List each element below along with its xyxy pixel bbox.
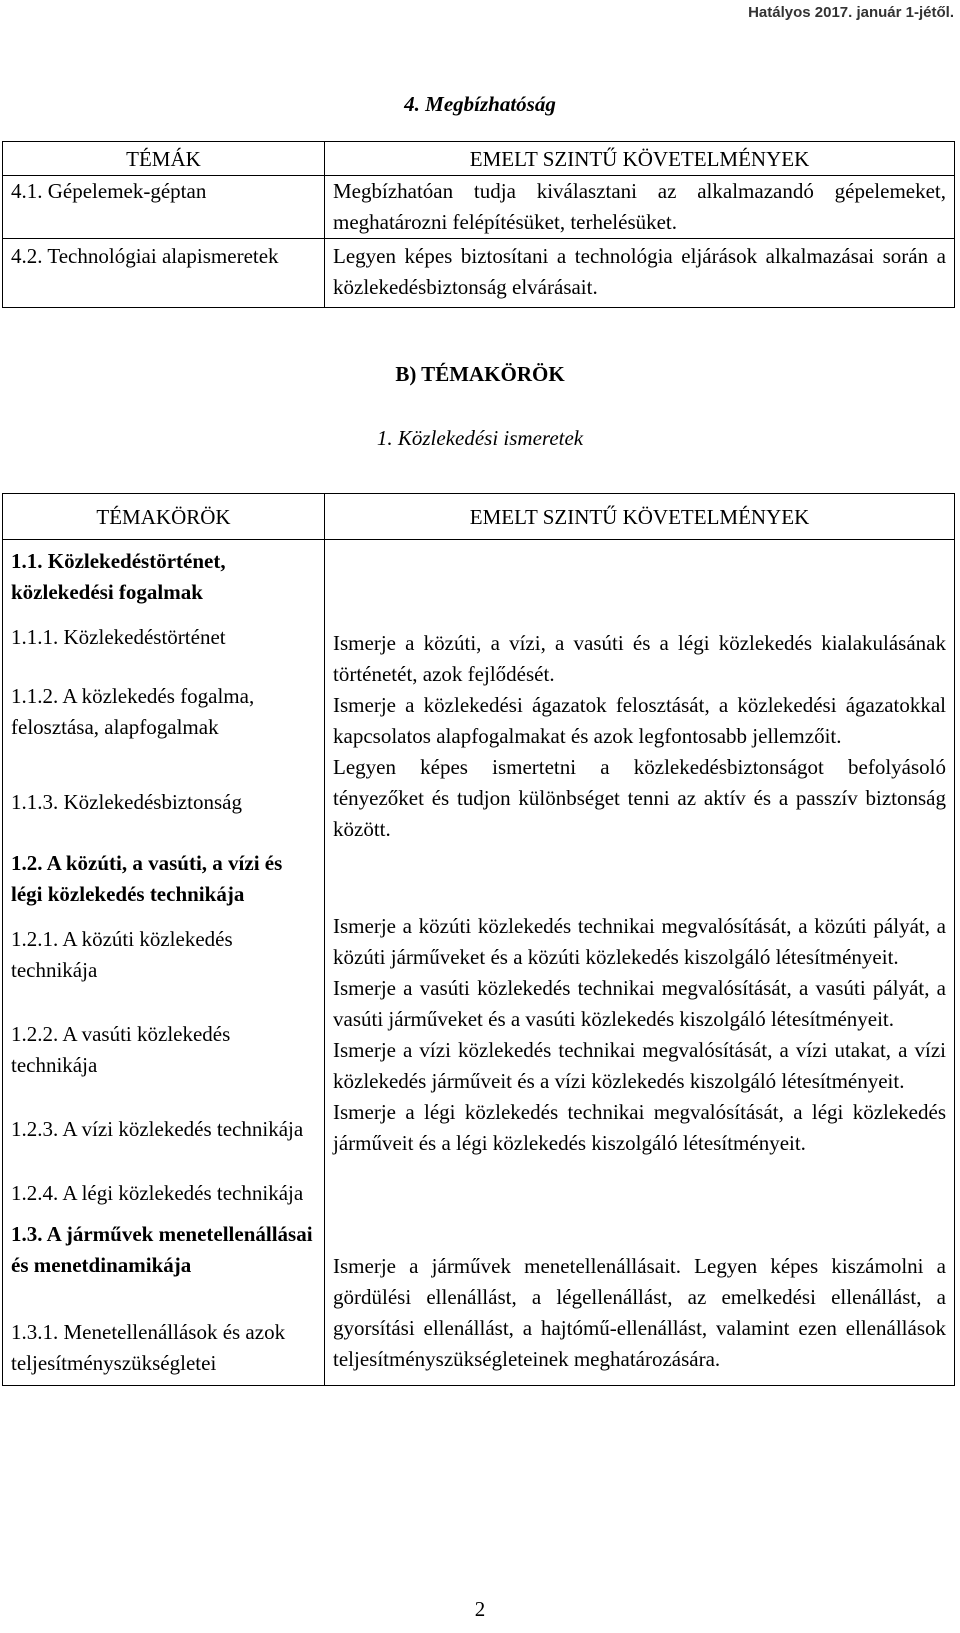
requirements-column (325, 540, 955, 1386)
requirement-1-1-2: Ismerje a közlekedési ágazatok felosztását, a közlekedési ágazatokkal kapcsolatos alapfogalmakat és azok legfontosabb jellemzőit. (333, 693, 946, 748)
topic-1-1-3: 1.1.3. Közlekedésbiztonság (11, 790, 242, 814)
header-note: Hatályos 2017. január 1-jétől. (748, 4, 954, 21)
topic-1-2-1: 1.2.1. A közúti közlekedés technikája (11, 927, 233, 982)
topic-4-1: 4.1. Gépelemek-géptan (11, 179, 207, 203)
requirement-1-2-3: Ismerje a vízi közlekedés technikai megvalósítását, a vízi utakat, a vízi közlekedés járműveit és a vízi közlekedés kiszolgáló létesítményeit. (333, 1038, 946, 1093)
section-4-title: 4. Megbízhatóság (404, 92, 556, 116)
topic-1-2-2: 1.2.2. A vasúti közlekedés technikája (11, 1022, 231, 1077)
header-cell-temakorok (3, 494, 325, 540)
section-1-title: 1. Közlekedési ismeretek (376, 426, 584, 450)
requirement-1-2-4: Ismerje a légi közlekedés technikai megvalósítását, a légi közlekedés járműveit és a légi közlekedés kiszolgáló létesítményeit. (333, 1100, 946, 1155)
topic-1-1-1: 1.1.1. Közlekedéstörténet (11, 625, 226, 649)
requirement-1-2-2: Ismerje a vasúti közlekedés technikai megvalósítását, a vasúti pályát, a vasúti járműveket és a vasúti közlekedés kiszolgáló létesítményeit. (333, 976, 946, 1031)
header-cell-requirements (325, 142, 955, 176)
table-row (3, 239, 955, 308)
requirement-1-1-1: Ismerje a közúti, a vízi, a vasúti és a légi közlekedés kialakulásának történetét, azok fejlődését. (333, 631, 946, 686)
header-temakorok: TÉMAKÖRÖK (96, 505, 231, 529)
topic-1-3: 1.3. A járművek menetellenállásai és menetdinamikája (11, 1222, 313, 1277)
section-b-title: B) TÉMAKÖRÖK (395, 362, 565, 386)
requirement-cell (325, 176, 955, 239)
requirement-4-2: Legyen képes biztosítani a technológia eljárások alkalmazásai során a közlekedésbiztonság elvárásait. (333, 244, 946, 299)
topic-cell (3, 176, 325, 239)
table-header-row (3, 494, 955, 540)
topic-1-3-1: 1.3.1. Menetellenállások és azok teljesítményszükségletei (11, 1320, 286, 1375)
topic-1-1-2: 1.1.2. A közlekedés fogalma, felosztása, alapfogalmak (11, 684, 255, 739)
topic-1-2-3: 1.2.3. A vízi közlekedés technikája (11, 1117, 304, 1141)
table-row (3, 176, 955, 239)
requirement-cell (325, 239, 955, 308)
topics-column (3, 540, 325, 1386)
header-requirements: EMELT SZINTŰ KÖVETELMÉNYEK (469, 505, 810, 529)
page-number: 2 (474, 1597, 486, 1621)
header-cell-requirements (325, 494, 955, 540)
table-body-row (3, 540, 955, 1386)
topic-1-2: 1.2. A közúti, a vasúti, a vízi és légi közlekedés technikája (11, 851, 283, 906)
requirement-4-1: Megbízhatóan tudja kiválasztani az alkalmazandó gépelemeket, meghatározni felépítésüket, terhelésüket. (333, 179, 946, 234)
table-kozlekedesi-ismeretek (2, 493, 955, 1386)
header-cell-temak (3, 142, 325, 176)
requirement-1-2-1: Ismerje a közúti közlekedés technikai megvalósítását, a közúti pályát, a közúti járműveket és a közúti közlekedés kiszolgáló létesítményeit. (333, 914, 946, 969)
topic-cell (3, 239, 325, 308)
topic-1-1: 1.1. Közlekedéstörténet, közlekedési fogalmak (11, 549, 226, 604)
table-megbizhatosag (2, 141, 955, 308)
requirement-1-1-3: Legyen képes ismertetni a közlekedésbiztonságot befolyásoló tényezőket és tudjon különbséget tenni az aktív és a passzív biztonság között. (333, 755, 946, 841)
topic-1-2-4: 1.2.4. A légi közlekedés technikája (11, 1181, 304, 1205)
topic-4-2: 4.2. Technológiai alapismeretek (11, 244, 279, 268)
header-temak: TÉMÁK (126, 147, 201, 171)
table-header-row (3, 142, 955, 176)
requirement-1-3-1: Ismerje a járművek menetellenállásait. Legyen képes kiszámolni a gördülési ellenállást, a légellenállást, az emelkedési ellenállást, a gyorsítási ellenállást, a hajtómű-ellenállást, valamint ezen ellenállások teljesítményszükségleteinek meghatározására. (333, 1254, 946, 1371)
header-requirements: EMELT SZINTŰ KÖVETELMÉNYEK (469, 147, 810, 171)
